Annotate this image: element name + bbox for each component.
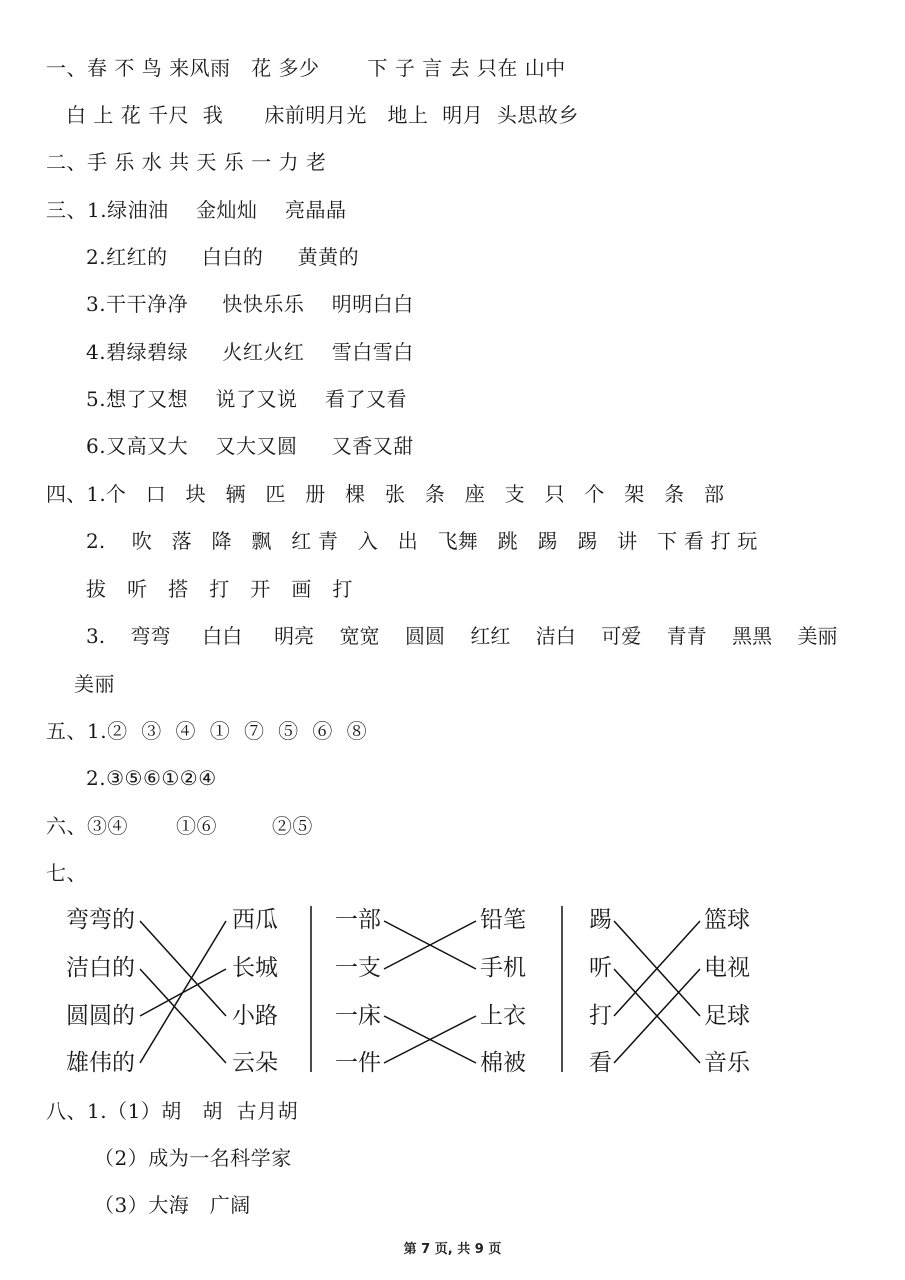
group1-left-word: 圆圆的 — [66, 1003, 135, 1029]
group3-connection-line — [614, 969, 700, 1063]
group2-connection-line — [384, 921, 476, 969]
group1-connection-line — [140, 969, 226, 1063]
group3-connection-line — [614, 921, 700, 1016]
group3-left-word: 打 — [589, 1003, 612, 1029]
group3-right-word: 足球 — [704, 1003, 750, 1029]
section6-line1: 六、③④ ①⑥ ②⑤ — [46, 814, 313, 838]
section4-item3: 3. 弯弯 白白 明亮 宽宽 圆圆 红红 洁白 可爱 青青 黑黑 美丽 — [86, 624, 838, 648]
section1-line2: 白 上 花 千尺 我 床前明月光 地上 明月 头思故乡 — [66, 103, 579, 127]
section7-header: 七、 — [46, 861, 87, 885]
group1-connection-line — [140, 969, 226, 1016]
group1-right-word: 小路 — [232, 1003, 278, 1029]
group2-left-word: 一支 — [335, 955, 381, 981]
group3-left-word: 踢 — [589, 907, 612, 933]
group3-right-word: 电视 — [704, 955, 750, 981]
group1-left-word: 雄伟的 — [66, 1050, 135, 1076]
group3-right-word: 音乐 — [704, 1050, 750, 1076]
group1-right-word: 云朵 — [232, 1050, 278, 1076]
group2-connection-line — [384, 1016, 476, 1063]
section4-item2: 2. 吹 落 降 飘 红 青 入 出 飞舞 跳 踢 踢 讲 下 看 打 玩 — [86, 529, 758, 553]
section8-item2: （2）成为一名科学家 — [94, 1146, 292, 1170]
group3-connection-line — [614, 969, 700, 1063]
section2-line1: 二、手 乐 水 共 天 乐 一 力 老 — [46, 150, 327, 174]
section3-item6: 6.又高又大 又大又圆 又香又甜 — [86, 434, 414, 458]
group2-right-word: 铅笔 — [480, 907, 526, 933]
page-footer: 第 7 页, 共 9 页 — [403, 1242, 502, 1257]
section8-item3: （3）大海 广阔 — [94, 1193, 251, 1217]
group1-right-word: 长城 — [232, 955, 278, 981]
group1-connection-line — [140, 921, 226, 1016]
group3-left-word: 看 — [589, 1050, 612, 1076]
section3-item1: 三、1.绿油油 金灿灿 亮晶晶 — [46, 198, 347, 222]
section8-item1: 八、1.（1）胡 胡 古月胡 — [46, 1099, 299, 1123]
group2-right-word: 手机 — [480, 955, 526, 981]
section3-item3: 3.干干净净 快快乐乐 明明白白 — [86, 292, 414, 316]
group2-left-word: 一床 — [335, 1003, 381, 1029]
section5-item1: 五、1.② ③ ④ ① ⑦ ⑤ ⑥ ⑧ — [46, 719, 368, 743]
section4-item3b: 美丽 — [74, 672, 115, 696]
group3-right-word: 篮球 — [704, 907, 750, 933]
group2-right-word: 棉被 — [480, 1050, 526, 1076]
group1-right-word: 西瓜 — [232, 907, 278, 933]
group1-connection-line — [140, 921, 226, 1063]
group2-left-word: 一部 — [335, 907, 381, 933]
group2-left-word: 一件 — [335, 1050, 381, 1076]
section3-item4: 4.碧绿碧绿 火红火红 雪白雪白 — [86, 340, 414, 364]
group2-connection-line — [384, 921, 476, 969]
group2-right-word: 上衣 — [480, 1003, 526, 1029]
group1-left-word: 洁白的 — [66, 955, 135, 981]
group2-connection-line — [384, 1016, 476, 1063]
section3-item2: 2.红红的 白白的 黄黄的 — [86, 245, 360, 269]
section4-item1: 四、1.个 口 块 辆 匹 册 棵 张 条 座 支 只 个 架 条 部 — [46, 482, 725, 506]
group3-left-word: 听 — [589, 955, 612, 981]
group3-connection-line — [614, 921, 700, 1016]
group1-left-word: 弯弯的 — [66, 907, 135, 933]
section1-line1: 一、春 不 鸟 来风雨 花 多少 下 子 言 去 只在 山中 — [46, 56, 566, 80]
section3-item5: 5.想了又想 说了又说 看了又看 — [86, 387, 407, 411]
section4-item2b: 拔 听 搭 打 开 画 打 — [86, 577, 353, 601]
section5-item2: 2.③⑤⑥①②④ — [86, 766, 217, 790]
